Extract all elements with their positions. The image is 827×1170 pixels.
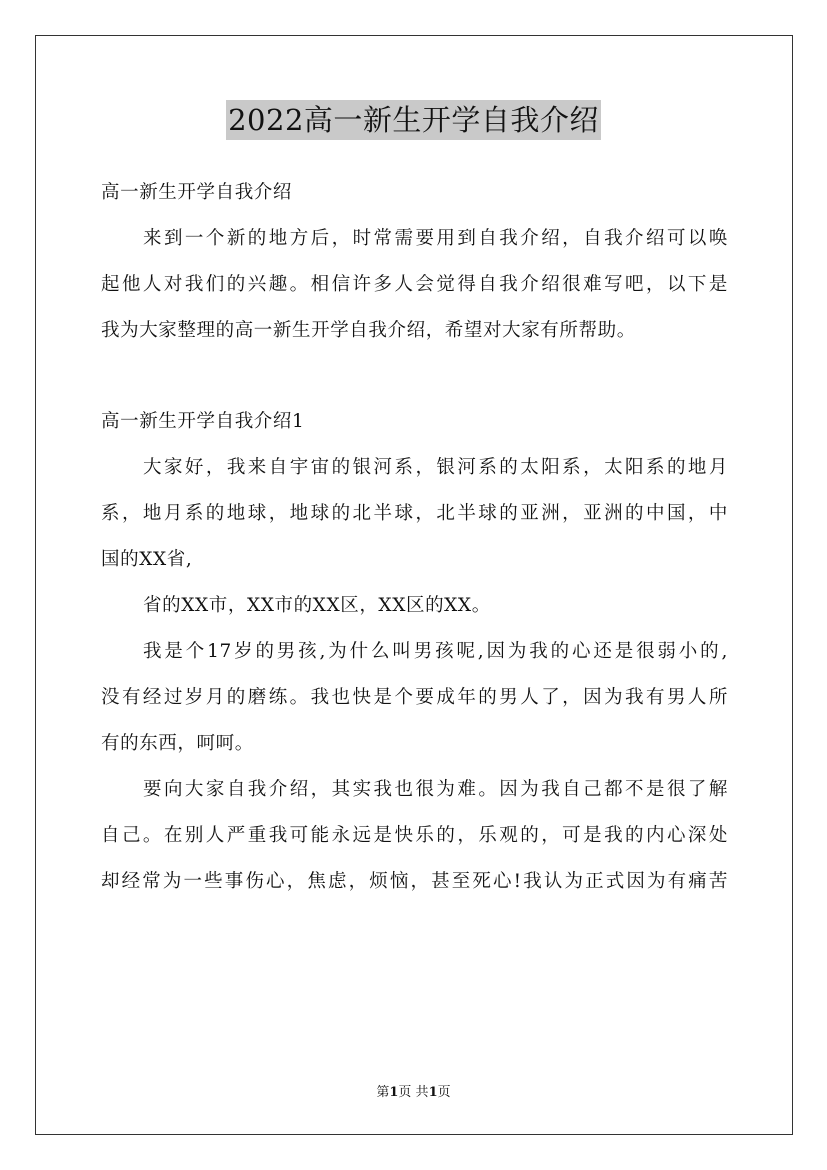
paragraph-line: 省的XX市，XX市的XX区，XX区的XX。 xyxy=(143,595,491,616)
intro-line: 来到一个新的地方后，时常需要用到自我介绍，自我介绍可以唤 xyxy=(143,228,728,249)
title-container xyxy=(0,100,827,140)
paragraph-line: 要向大家自我介绍，其实我也很为难。因为我自己都不是很了解 xyxy=(143,779,728,800)
paragraph-line: 却经常为一些事伤心，焦虑，烦恼，甚至死心!我认为正式因为有痛苦 xyxy=(101,871,728,892)
paragraph-line: 自己。在别人严重我可能永远是快乐的，乐观的，可是我的内心深处 xyxy=(101,825,728,846)
page-total: 1 xyxy=(428,1085,438,1100)
page-number: 1 xyxy=(389,1085,399,1100)
paragraph-line: 大家好，我来自宇宙的银河系，银河系的太阳系，太阳系的地月 xyxy=(143,457,728,478)
page-mid: 页 共 xyxy=(398,1085,429,1100)
paragraph-line: 没有经过岁月的磨练。我也快是个要成年的男人了，因为我有男人所 xyxy=(101,687,728,708)
paragraph-line: 有的东西，呵呵。 xyxy=(101,733,254,754)
paragraph-spacer xyxy=(101,354,728,399)
document-body xyxy=(101,170,728,905)
paragraph-line: 我是个17岁的男孩,为什么叫男孩呢,因为我的心还是很弱小的, xyxy=(143,641,728,662)
page-footer xyxy=(0,1084,827,1102)
subtitle: 高一新生开学自我介绍 xyxy=(101,182,293,203)
paragraph-line: 国的XX省, xyxy=(101,549,193,570)
intro-line: 起他人对我们的兴趣。相信许多人会觉得自我介绍很难写吧，以下是 xyxy=(101,274,728,295)
intro-line: 我为大家整理的高一新生开学自我介绍，希望对大家有所帮助。 xyxy=(101,320,636,341)
paragraph-line: 系，地月系的地球，地球的北半球，北半球的亚洲，亚洲的中国，中 xyxy=(101,503,728,524)
section-heading: 高一新生开学自我介绍1 xyxy=(101,411,305,432)
page-suffix: 页 xyxy=(437,1085,451,1100)
page-prefix: 第 xyxy=(376,1085,390,1100)
document-title: 2022高一新生开学自我介绍 xyxy=(226,100,601,140)
